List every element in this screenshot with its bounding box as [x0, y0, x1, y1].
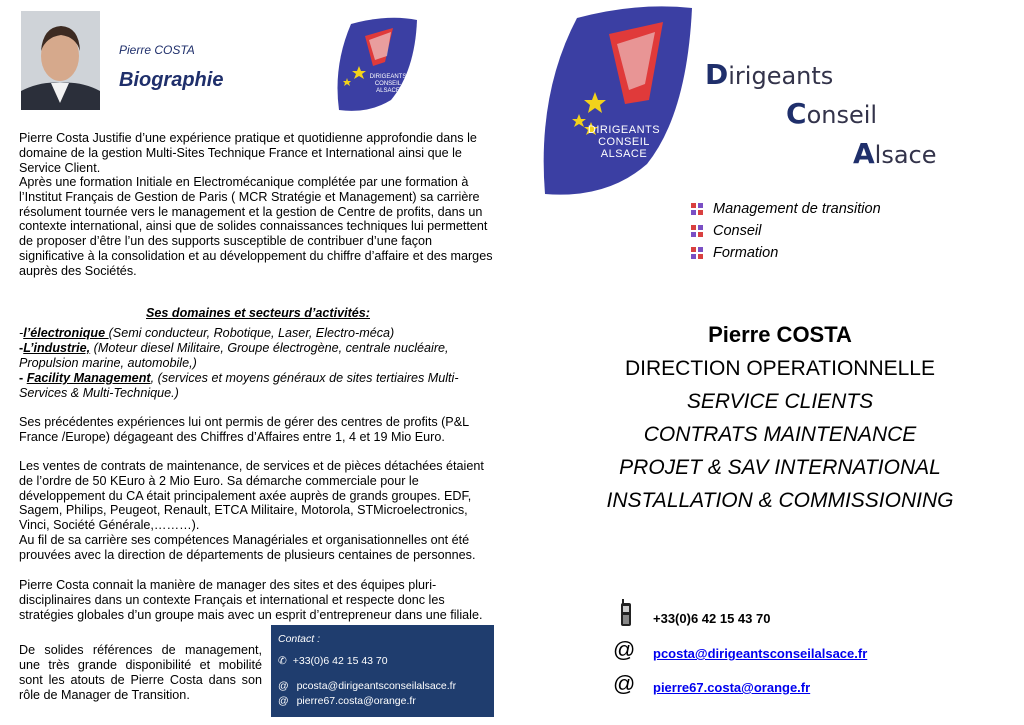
contact-email1-row	[278, 680, 456, 692]
services-list	[691, 198, 881, 264]
at-icon: @	[278, 680, 289, 692]
service-item: Management de transition	[691, 198, 881, 220]
logo-small-line2: CONSEIL	[374, 81, 402, 87]
bio-paragraph-7: De solides références de management, une très grande disponibilité et mobilité sont les atouts de Pierre Costa dans son rôle de Manager de Transition.	[19, 643, 262, 702]
right-email-2[interactable]: pierre67.costa@orange.fr	[653, 680, 811, 695]
domain-name: L’industrie,	[23, 341, 91, 355]
role-2: SERVICE CLIENTS	[686, 390, 874, 413]
domain-name: l’électronique	[23, 326, 109, 340]
logo-large	[537, 4, 695, 197]
header-name: Pierre COSTA	[119, 43, 195, 57]
bio-paragraph-6: Pierre Costa connait la manière de manager des sites et des équipes pluri-disciplinaires dans un contexte Français et international et respecte donc les stratégies globales d’un groupe mais avec un esprit d’entrepreneur dans une filiale.	[19, 578, 483, 622]
biography-title: Biographie	[119, 69, 224, 91]
domains-list	[19, 326, 501, 401]
contact-phone[interactable]: +33(0)6 42 15 43 70	[292, 655, 388, 667]
brand-conseil: Conseil	[786, 97, 878, 130]
contact-email-1[interactable]: pcosta@dirigeantsconseilalsace.fr	[296, 680, 457, 692]
domain-facility: - Facility Management, (services et moyens généraux de sites tertiaires Multi-Services & Multi-Technique.)	[19, 371, 459, 400]
bullet-icon	[691, 203, 703, 215]
bio-paragraph-4: Les ventes de contrats de maintenance, de services et de pièces détachées étaient de l’ordre de 50 KEuro à 2 Mio Euro. Sa démarche commerciale pour le développement du CA était principalement axée auprès de grands groupes. EDF, Sagem, Philips, Peugeot, Renault, ETCA Militaire, Motorola, STMicroelectronics, Vinci, Société Générale,………).	[19, 459, 484, 533]
domain-industry: -L’industrie, (Moteur diesel Militaire, Groupe électrogène, centrale nucléaire, Propulsion marine, automobile,)	[19, 341, 449, 370]
at-icon: @	[613, 671, 636, 696]
service-item: Formation	[691, 242, 881, 264]
right-phone[interactable]: +33(0)6 42 15 43 70	[653, 611, 771, 626]
logo-small	[333, 16, 419, 114]
right-email-1-wrap	[653, 646, 867, 661]
bullet-icon	[691, 247, 703, 259]
right-email-1[interactable]: pcosta@dirigeantsconseilalsace.fr	[653, 646, 868, 661]
role-1: DIRECTION OPERATIONNELLE	[625, 357, 935, 380]
contact-phone-row	[278, 655, 388, 667]
bio-paragraph-5: Au fil de sa carrière ses compétences Managériales et organisationnelles ont été prouvées avec la direction de départements de plusieurs centaines de personnes.	[19, 533, 476, 562]
bio-paragraph-3: Ses précédentes expériences lui ont permis de gérer des centres de profits (P&L France /Europe) dégageant des Chiffres d’Affaires entre 1, 4 et 19 Mio Euro.	[19, 415, 469, 444]
portrait-photo	[21, 11, 100, 110]
logo-small-line1: DIRIGEANTS	[369, 74, 407, 80]
role-5: INSTALLATION & COMMISSIONING	[606, 489, 954, 512]
role-4: PROJET & SAV INTERNATIONAL	[619, 456, 941, 479]
phone-icon: ✆	[278, 655, 287, 667]
domain-electronics: -l’électronique (Semi conducteur, Robotique, Laser, Electro-méca)	[19, 326, 395, 340]
mobile-phone-icon	[619, 599, 633, 632]
role-3: CONTRATS MAINTENANCE	[643, 423, 917, 446]
logo-large-line2: CONSEIL	[598, 136, 650, 148]
logo-large-line3: ALSACE	[600, 148, 648, 160]
brand-alsace: Alsace	[853, 137, 937, 170]
domains-title: Ses domaines et secteurs d’activités:	[146, 306, 370, 320]
at-icon: @	[613, 637, 636, 662]
bio-paragraph-2: Après une formation Initiale en Electromécanique complétée par une formation à l’Institut Français de Gestion de Paris ( MCR Stratégie et Management) sa carrière résolument tournée vers le management et la gestion de Centre de profits, dans un contexte international, ainsi que de solides connaissances techniques lui permettent de proposer d’être l’un des supports susceptible de contribuer d’une façon significative à la consolidation et au développement du chiffre d’affaire et des marges auprès des Sociétés.	[19, 175, 493, 278]
logo-large-line1: DIRIGEANTS	[587, 124, 661, 136]
service-item: Conseil	[691, 220, 881, 242]
bio-paragraph-1: Pierre Costa Justifie d’une expérience pratique et quotidienne approfondie dans le domaine de la gestion Multi-Sites Technique France et International ainsi que le Service Client.	[19, 131, 477, 175]
contact-box	[271, 625, 494, 717]
right-name: Pierre COSTA	[708, 322, 852, 347]
contact-email2-row	[278, 695, 416, 707]
brand-dirigeants: Dirigeants	[705, 58, 834, 91]
contact-title: Contact :	[278, 633, 321, 645]
at-icon: @	[278, 695, 289, 707]
domain-name: Facility Management	[26, 371, 151, 385]
contact-email-2[interactable]: pierre67.costa@orange.fr	[296, 695, 416, 707]
bullet-icon	[691, 225, 703, 237]
right-email-2-wrap	[653, 680, 810, 695]
logo-small-line3: ALSACE	[376, 88, 400, 94]
